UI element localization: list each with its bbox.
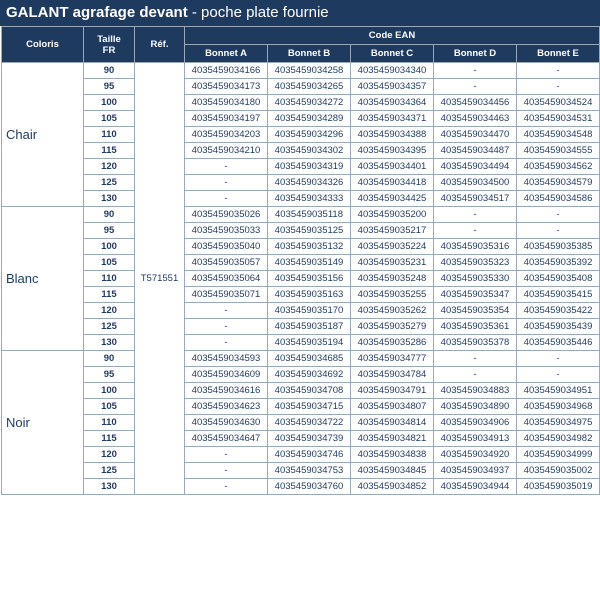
ean-code-cell: 4035459034746 <box>268 447 351 463</box>
ean-code-cell: 4035459034616 <box>185 383 268 399</box>
ean-code-cell: 4035459034388 <box>351 127 434 143</box>
ean-code-cell: 4035459035347 <box>434 287 517 303</box>
ean-code-cell: 4035459035187 <box>268 319 351 335</box>
ean-code-cell: 4035459034982 <box>517 431 600 447</box>
taille-cell: 100 <box>84 383 135 399</box>
ean-code-cell: 4035459034524 <box>517 95 600 111</box>
coloris-cell: Chair <box>2 63 84 207</box>
taille-cell: 125 <box>84 463 135 479</box>
table-row <box>2 319 600 335</box>
ean-code-cell: 4035459034364 <box>351 95 434 111</box>
ean-code-cell: 4035459035224 <box>351 239 434 255</box>
ean-code-cell: 4035459034913 <box>434 431 517 447</box>
title-separator: - <box>187 4 202 21</box>
ean-code-cell: 4035459035057 <box>185 255 268 271</box>
ean-code-cell: 4035459034265 <box>268 79 351 95</box>
ean-code-cell: 4035459034593 <box>185 351 268 367</box>
table-row <box>2 415 600 431</box>
ean-code-cell: 4035459034555 <box>517 143 600 159</box>
ean-code-cell: - <box>185 447 268 463</box>
ean-code-cell: 4035459034791 <box>351 383 434 399</box>
ean-code-cell: 4035459035439 <box>517 319 600 335</box>
table-row <box>2 111 600 127</box>
ean-code-cell: 4035459034906 <box>434 415 517 431</box>
ean-code-cell: - <box>185 191 268 207</box>
table-row <box>2 127 600 143</box>
ean-code-cell: 4035459035354 <box>434 303 517 319</box>
ean-code-cell: 4035459034357 <box>351 79 434 95</box>
ean-code-cell: - <box>185 303 268 319</box>
ean-code-cell: 4035459035170 <box>268 303 351 319</box>
taille-cell: 130 <box>84 191 135 207</box>
header-code-ean: Code EAN <box>185 27 600 45</box>
ean-code-cell: 4035459034999 <box>517 447 600 463</box>
ean-code-cell: 4035459034166 <box>185 63 268 79</box>
page-title <box>0 0 600 26</box>
ean-code-cell: 4035459035316 <box>434 239 517 255</box>
table-row <box>2 159 600 175</box>
ean-code-cell: 4035459034401 <box>351 159 434 175</box>
taille-cell: 115 <box>84 143 135 159</box>
header-bonnet-b: Bonnet B <box>268 45 351 63</box>
ean-code-cell: 4035459034623 <box>185 399 268 415</box>
ean-code-cell: 4035459034418 <box>351 175 434 191</box>
ean-code-cell: 4035459035033 <box>185 223 268 239</box>
ean-code-cell: - <box>185 463 268 479</box>
ean-code-cell: 4035459034395 <box>351 143 434 159</box>
ean-code-cell: 4035459034296 <box>268 127 351 143</box>
taille-cell: 125 <box>84 319 135 335</box>
ean-code-cell: 4035459035446 <box>517 335 600 351</box>
ean-code-cell: - <box>517 79 600 95</box>
ean-code-cell: 4035459034500 <box>434 175 517 191</box>
ean-code-cell: 4035459034470 <box>434 127 517 143</box>
ean-code-cell: 4035459034180 <box>185 95 268 111</box>
ean-code-cell: 4035459034173 <box>185 79 268 95</box>
ean-code-cell: 4035459034753 <box>268 463 351 479</box>
ean-code-cell: 4035459034487 <box>434 143 517 159</box>
ean-code-cell: 4035459034968 <box>517 399 600 415</box>
ean-code-cell: 4035459035156 <box>268 271 351 287</box>
ean-code-cell: 4035459034951 <box>517 383 600 399</box>
header-ref: Réf. <box>135 27 185 63</box>
ean-code-cell: 4035459034197 <box>185 111 268 127</box>
ean-code-cell: 4035459035026 <box>185 207 268 223</box>
ean-code-cell: - <box>434 207 517 223</box>
ean-code-cell: 4035459034562 <box>517 159 600 175</box>
table-row <box>2 383 600 399</box>
table-row <box>2 367 600 383</box>
table-row <box>2 399 600 415</box>
table-row <box>2 287 600 303</box>
title-subtitle: poche plate fournie <box>201 4 329 21</box>
table-row <box>2 351 600 367</box>
taille-cell: 105 <box>84 111 135 127</box>
ean-code-cell: 4035459034845 <box>351 463 434 479</box>
table-header <box>2 27 600 63</box>
ean-code-cell: 4035459034647 <box>185 431 268 447</box>
ean-code-cell: 4035459034494 <box>434 159 517 175</box>
ean-code-cell: 4035459034722 <box>268 415 351 431</box>
ean-code-cell: 4035459035286 <box>351 335 434 351</box>
ean-code-cell: 4035459035231 <box>351 255 434 271</box>
ean-code-cell: 4035459034531 <box>517 111 600 127</box>
ean-code-cell: 4035459034685 <box>268 351 351 367</box>
ean-code-cell: 4035459034586 <box>517 191 600 207</box>
table-row <box>2 335 600 351</box>
ean-table <box>1 26 600 495</box>
ean-code-cell: - <box>185 335 268 351</box>
ean-code-cell: 4035459035248 <box>351 271 434 287</box>
ean-code-cell: 4035459034715 <box>268 399 351 415</box>
ean-code-cell: 4035459034784 <box>351 367 434 383</box>
ean-code-cell: - <box>185 319 268 335</box>
ean-code-cell: 4035459034883 <box>434 383 517 399</box>
ean-code-cell: 4035459034937 <box>434 463 517 479</box>
ean-code-cell: 4035459035330 <box>434 271 517 287</box>
header-taille-line1: Taille <box>97 33 121 45</box>
table-row <box>2 303 600 319</box>
taille-cell: 105 <box>84 399 135 415</box>
ean-code-cell: - <box>434 79 517 95</box>
taille-cell: 120 <box>84 159 135 175</box>
ean-code-cell: - <box>517 207 600 223</box>
ean-code-cell: - <box>434 351 517 367</box>
taille-cell: 90 <box>84 63 135 79</box>
ean-code-cell: 4035459034517 <box>434 191 517 207</box>
ean-code-cell: 4035459034777 <box>351 351 434 367</box>
taille-cell: 120 <box>84 303 135 319</box>
header-bonnet-a: Bonnet A <box>185 45 268 63</box>
ean-code-cell: 4035459034302 <box>268 143 351 159</box>
ean-code-cell: - <box>434 367 517 383</box>
ean-code-cell: 4035459035125 <box>268 223 351 239</box>
ean-code-cell: 4035459035392 <box>517 255 600 271</box>
ean-code-cell: - <box>434 63 517 79</box>
ean-code-cell: 4035459034814 <box>351 415 434 431</box>
taille-cell: 100 <box>84 239 135 255</box>
ean-code-cell: 4035459035149 <box>268 255 351 271</box>
ean-code-cell: 4035459034289 <box>268 111 351 127</box>
taille-cell: 130 <box>84 479 135 495</box>
title-main: GALANT agrafage devant <box>6 4 188 21</box>
ean-code-cell: 4035459035064 <box>185 271 268 287</box>
coloris-cell: Blanc <box>2 207 84 351</box>
taille-cell: 125 <box>84 175 135 191</box>
table-row <box>2 271 600 287</box>
taille-cell: 120 <box>84 447 135 463</box>
ean-code-cell: 4035459035040 <box>185 239 268 255</box>
taille-cell: 110 <box>84 127 135 143</box>
ean-code-cell: 4035459034371 <box>351 111 434 127</box>
ean-code-cell: - <box>185 479 268 495</box>
ean-code-cell: - <box>185 175 268 191</box>
ean-code-cell: 4035459035217 <box>351 223 434 239</box>
ean-code-cell: 4035459034203 <box>185 127 268 143</box>
ean-code-cell: 4035459034272 <box>268 95 351 111</box>
table-row <box>2 239 600 255</box>
ean-code-cell: 4035459035118 <box>268 207 351 223</box>
taille-cell: 100 <box>84 95 135 111</box>
ean-code-cell: 4035459034852 <box>351 479 434 495</box>
ean-code-cell: - <box>517 351 600 367</box>
ean-code-cell: - <box>517 63 600 79</box>
ean-code-cell: 4035459035002 <box>517 463 600 479</box>
header-taille-line2: FR <box>102 44 116 56</box>
ean-code-cell: - <box>185 159 268 175</box>
header-coloris: Coloris <box>2 27 84 63</box>
ean-code-cell: - <box>434 223 517 239</box>
taille-cell: 110 <box>84 415 135 431</box>
header-bonnet-d: Bonnet D <box>434 45 517 63</box>
ean-code-cell: 4035459034760 <box>268 479 351 495</box>
ean-code-cell: 4035459035415 <box>517 287 600 303</box>
ean-code-cell: 4035459034708 <box>268 383 351 399</box>
header-taille <box>84 27 135 63</box>
taille-cell: 105 <box>84 255 135 271</box>
ean-code-cell: 4035459034463 <box>434 111 517 127</box>
reference-cell: T571551 <box>135 63 185 495</box>
table-row <box>2 223 600 239</box>
ean-code-cell: 4035459034739 <box>268 431 351 447</box>
ean-code-cell: - <box>517 223 600 239</box>
table-row <box>2 207 600 223</box>
ean-code-cell: 4035459035361 <box>434 319 517 335</box>
ean-code-cell: 4035459034319 <box>268 159 351 175</box>
taille-cell: 95 <box>84 79 135 95</box>
ean-code-cell: 4035459035200 <box>351 207 434 223</box>
table-row <box>2 79 600 95</box>
taille-cell: 90 <box>84 207 135 223</box>
ean-code-cell: 4035459035385 <box>517 239 600 255</box>
ean-code-cell: 4035459035422 <box>517 303 600 319</box>
ean-code-cell: 4035459035194 <box>268 335 351 351</box>
ean-code-cell: 4035459034944 <box>434 479 517 495</box>
table-row <box>2 175 600 191</box>
ean-code-cell: 4035459035163 <box>268 287 351 303</box>
header-bonnet-e: Bonnet E <box>517 45 600 63</box>
ean-code-cell: - <box>517 367 600 383</box>
ean-code-cell: 4035459035019 <box>517 479 600 495</box>
ean-code-cell: 4035459035408 <box>517 271 600 287</box>
header-bonnet-c: Bonnet C <box>351 45 434 63</box>
table-row <box>2 431 600 447</box>
ean-code-cell: 4035459034630 <box>185 415 268 431</box>
ean-code-cell: 4035459035071 <box>185 287 268 303</box>
ean-code-cell: 4035459034838 <box>351 447 434 463</box>
ean-code-cell: 4035459034890 <box>434 399 517 415</box>
taille-cell: 130 <box>84 335 135 351</box>
table-row <box>2 191 600 207</box>
ean-code-cell: 4035459035279 <box>351 319 434 335</box>
taille-cell: 90 <box>84 351 135 367</box>
ean-code-cell: 4035459034326 <box>268 175 351 191</box>
table-row <box>2 447 600 463</box>
ean-code-cell: 4035459034692 <box>268 367 351 383</box>
table-row <box>2 479 600 495</box>
table-row <box>2 143 600 159</box>
ean-code-cell: 4035459034456 <box>434 95 517 111</box>
ean-code-cell: 4035459034821 <box>351 431 434 447</box>
ean-code-cell: 4035459034920 <box>434 447 517 463</box>
ean-code-cell: 4035459034210 <box>185 143 268 159</box>
ean-code-cell: 4035459035323 <box>434 255 517 271</box>
ean-code-cell: 4035459035378 <box>434 335 517 351</box>
ean-code-cell: 4035459034333 <box>268 191 351 207</box>
ean-code-cell: 4035459034609 <box>185 367 268 383</box>
taille-cell: 95 <box>84 367 135 383</box>
ean-code-cell: 4035459034340 <box>351 63 434 79</box>
taille-cell: 110 <box>84 271 135 287</box>
coloris-cell: Noir <box>2 351 84 495</box>
table-row <box>2 63 600 79</box>
ean-code-cell: 4035459034975 <box>517 415 600 431</box>
ean-code-cell: 4035459034807 <box>351 399 434 415</box>
table-row <box>2 463 600 479</box>
ean-code-cell: 4035459035255 <box>351 287 434 303</box>
ean-code-cell: 4035459034548 <box>517 127 600 143</box>
ean-code-cell: 4035459034425 <box>351 191 434 207</box>
taille-cell: 115 <box>84 431 135 447</box>
ean-code-cell: 4035459035132 <box>268 239 351 255</box>
table-body <box>2 63 600 495</box>
table-row <box>2 95 600 111</box>
ean-code-cell: 4035459034258 <box>268 63 351 79</box>
taille-cell: 115 <box>84 287 135 303</box>
table-row <box>2 255 600 271</box>
taille-cell: 95 <box>84 223 135 239</box>
ean-code-cell: 4035459034579 <box>517 175 600 191</box>
ean-code-cell: 4035459035262 <box>351 303 434 319</box>
